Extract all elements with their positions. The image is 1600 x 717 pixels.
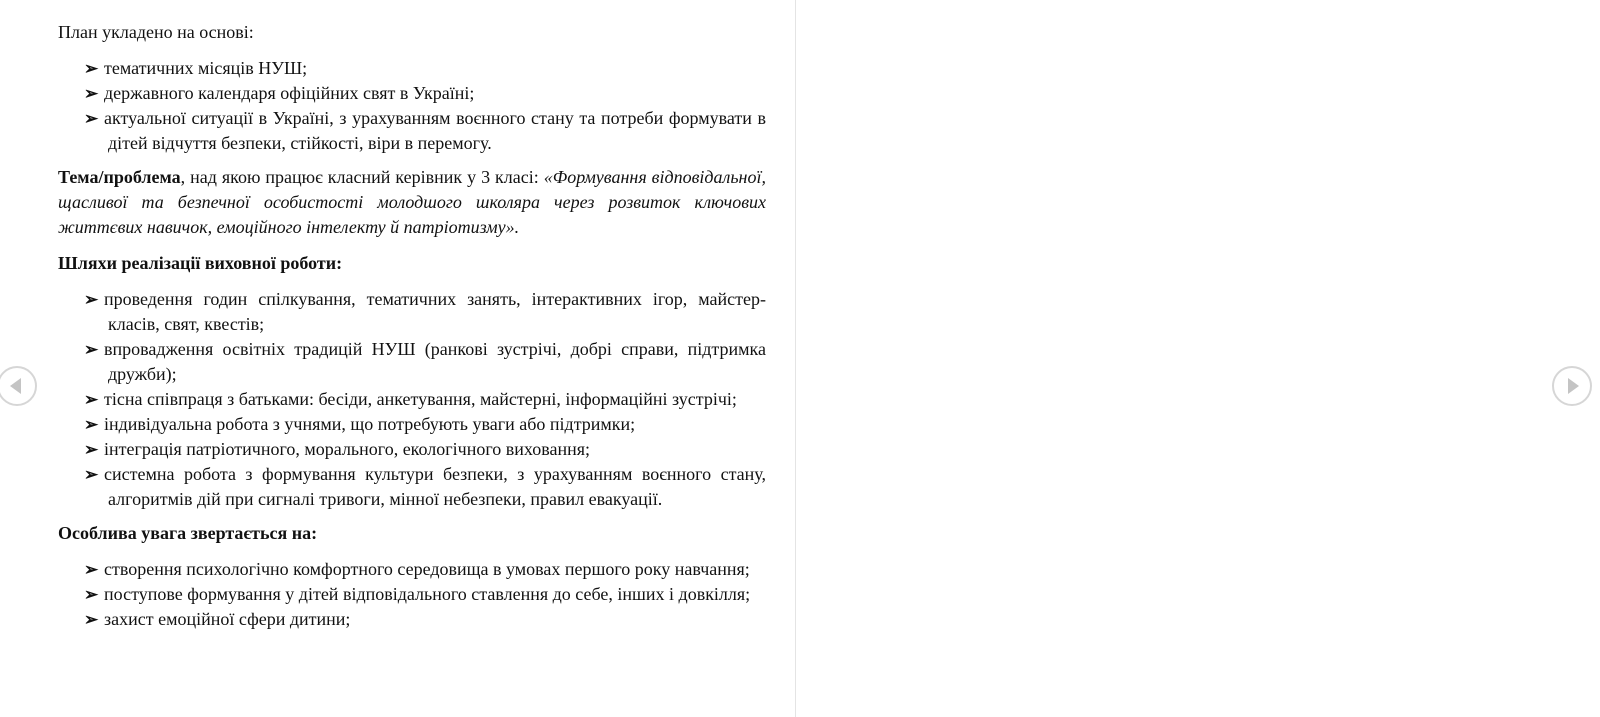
list-item-text: впровадження освітніх традицій НУШ (ранкові зустрічі, добрі справи, підтримка дружби); xyxy=(104,339,766,384)
list-item-text: системна робота з формування культури безпеки, з урахуванням воєнного стану, алгоритмів дій при сигналі тривоги, мінної небезпеки, правил евакуації. xyxy=(104,464,766,509)
list-item xyxy=(58,437,766,462)
list-item xyxy=(58,387,766,412)
plan-intro: План укладено на основі: xyxy=(58,22,254,42)
arrow-right-icon xyxy=(1554,368,1590,404)
list-item-text: тематичних місяців НУШ; xyxy=(104,58,308,78)
arrow-bullet-icon: ➢ xyxy=(84,440,99,459)
arrow-bullet-icon: ➢ xyxy=(84,340,99,359)
theme-label: Тема/проблема xyxy=(58,167,181,187)
list-item xyxy=(58,287,766,337)
arrow-bullet-icon: ➢ xyxy=(84,560,99,579)
ways-list xyxy=(58,287,766,512)
arrow-bullet-icon: ➢ xyxy=(84,109,99,128)
list-item xyxy=(58,557,766,582)
theme-title: «Формування відповідальної, щасливої та безпечної особистості молодшого школяра через розвиток ключових життєвих навичок, емоційного інтелекту й патріотизму». xyxy=(58,167,766,237)
ways-heading: Шляхи реалізації виховної роботи: xyxy=(58,253,343,273)
theme-paragraph xyxy=(58,165,766,240)
list-item-text: створення психологічно комфортного середовища в умовах першого року навчання; xyxy=(104,559,750,579)
arrow-bullet-icon: ➢ xyxy=(84,415,99,434)
list-item-text: державного календаря офіційних свят в Україні; xyxy=(104,83,475,103)
list-item-text: проведення годин спілкування, тематичних занять, інтерактивних ігор, майстер-класів, свят, квестів; xyxy=(104,289,766,334)
list-item-text: тісна співпраця з батьками: бесіди, анкетування, майстерні, інформаційні зустрічі; xyxy=(104,389,737,409)
arrow-bullet-icon: ➢ xyxy=(84,390,99,409)
document-page xyxy=(0,0,796,717)
arrow-bullet-icon: ➢ xyxy=(84,59,99,78)
arrow-left-icon xyxy=(0,368,35,404)
next-page-button[interactable] xyxy=(1552,366,1592,406)
list-item-text: індивідуальна робота з учнями, що потребують уваги або підтримки; xyxy=(104,414,636,434)
arrow-bullet-icon: ➢ xyxy=(84,610,99,629)
list-item-text: поступове формування у дітей відповідального ставлення до себе, інших і довкілля; xyxy=(104,584,751,604)
list-item-text: актуальної ситуації в Україні, з урахуванням воєнного стану та потреби формувати в дітей відчуття безпеки, стійкості, віри в перемогу. xyxy=(104,108,766,153)
attention-heading: Особлива увага звертається на: xyxy=(58,523,318,543)
arrow-bullet-icon: ➢ xyxy=(84,465,99,484)
arrow-bullet-icon: ➢ xyxy=(84,585,99,604)
arrow-bullet-icon: ➢ xyxy=(84,290,99,309)
list-item xyxy=(58,607,766,632)
list-item xyxy=(58,81,766,106)
page-content xyxy=(58,20,766,641)
previous-page-button[interactable] xyxy=(0,366,37,406)
list-item xyxy=(58,106,766,156)
list-item-text: інтеграція патріотичного, морального, екологічного виховання; xyxy=(104,439,591,459)
list-item-text: захист емоційної сфери дитини; xyxy=(104,609,351,629)
list-item xyxy=(58,582,766,607)
list-item xyxy=(58,412,766,437)
list-item xyxy=(58,337,766,387)
attention-list xyxy=(58,557,766,632)
arrow-bullet-icon: ➢ xyxy=(84,84,99,103)
theme-text: , над якою працює класний керівник у 3 класі: xyxy=(180,167,544,187)
basis-list xyxy=(58,56,766,156)
list-item xyxy=(58,462,766,512)
list-item xyxy=(58,56,766,81)
